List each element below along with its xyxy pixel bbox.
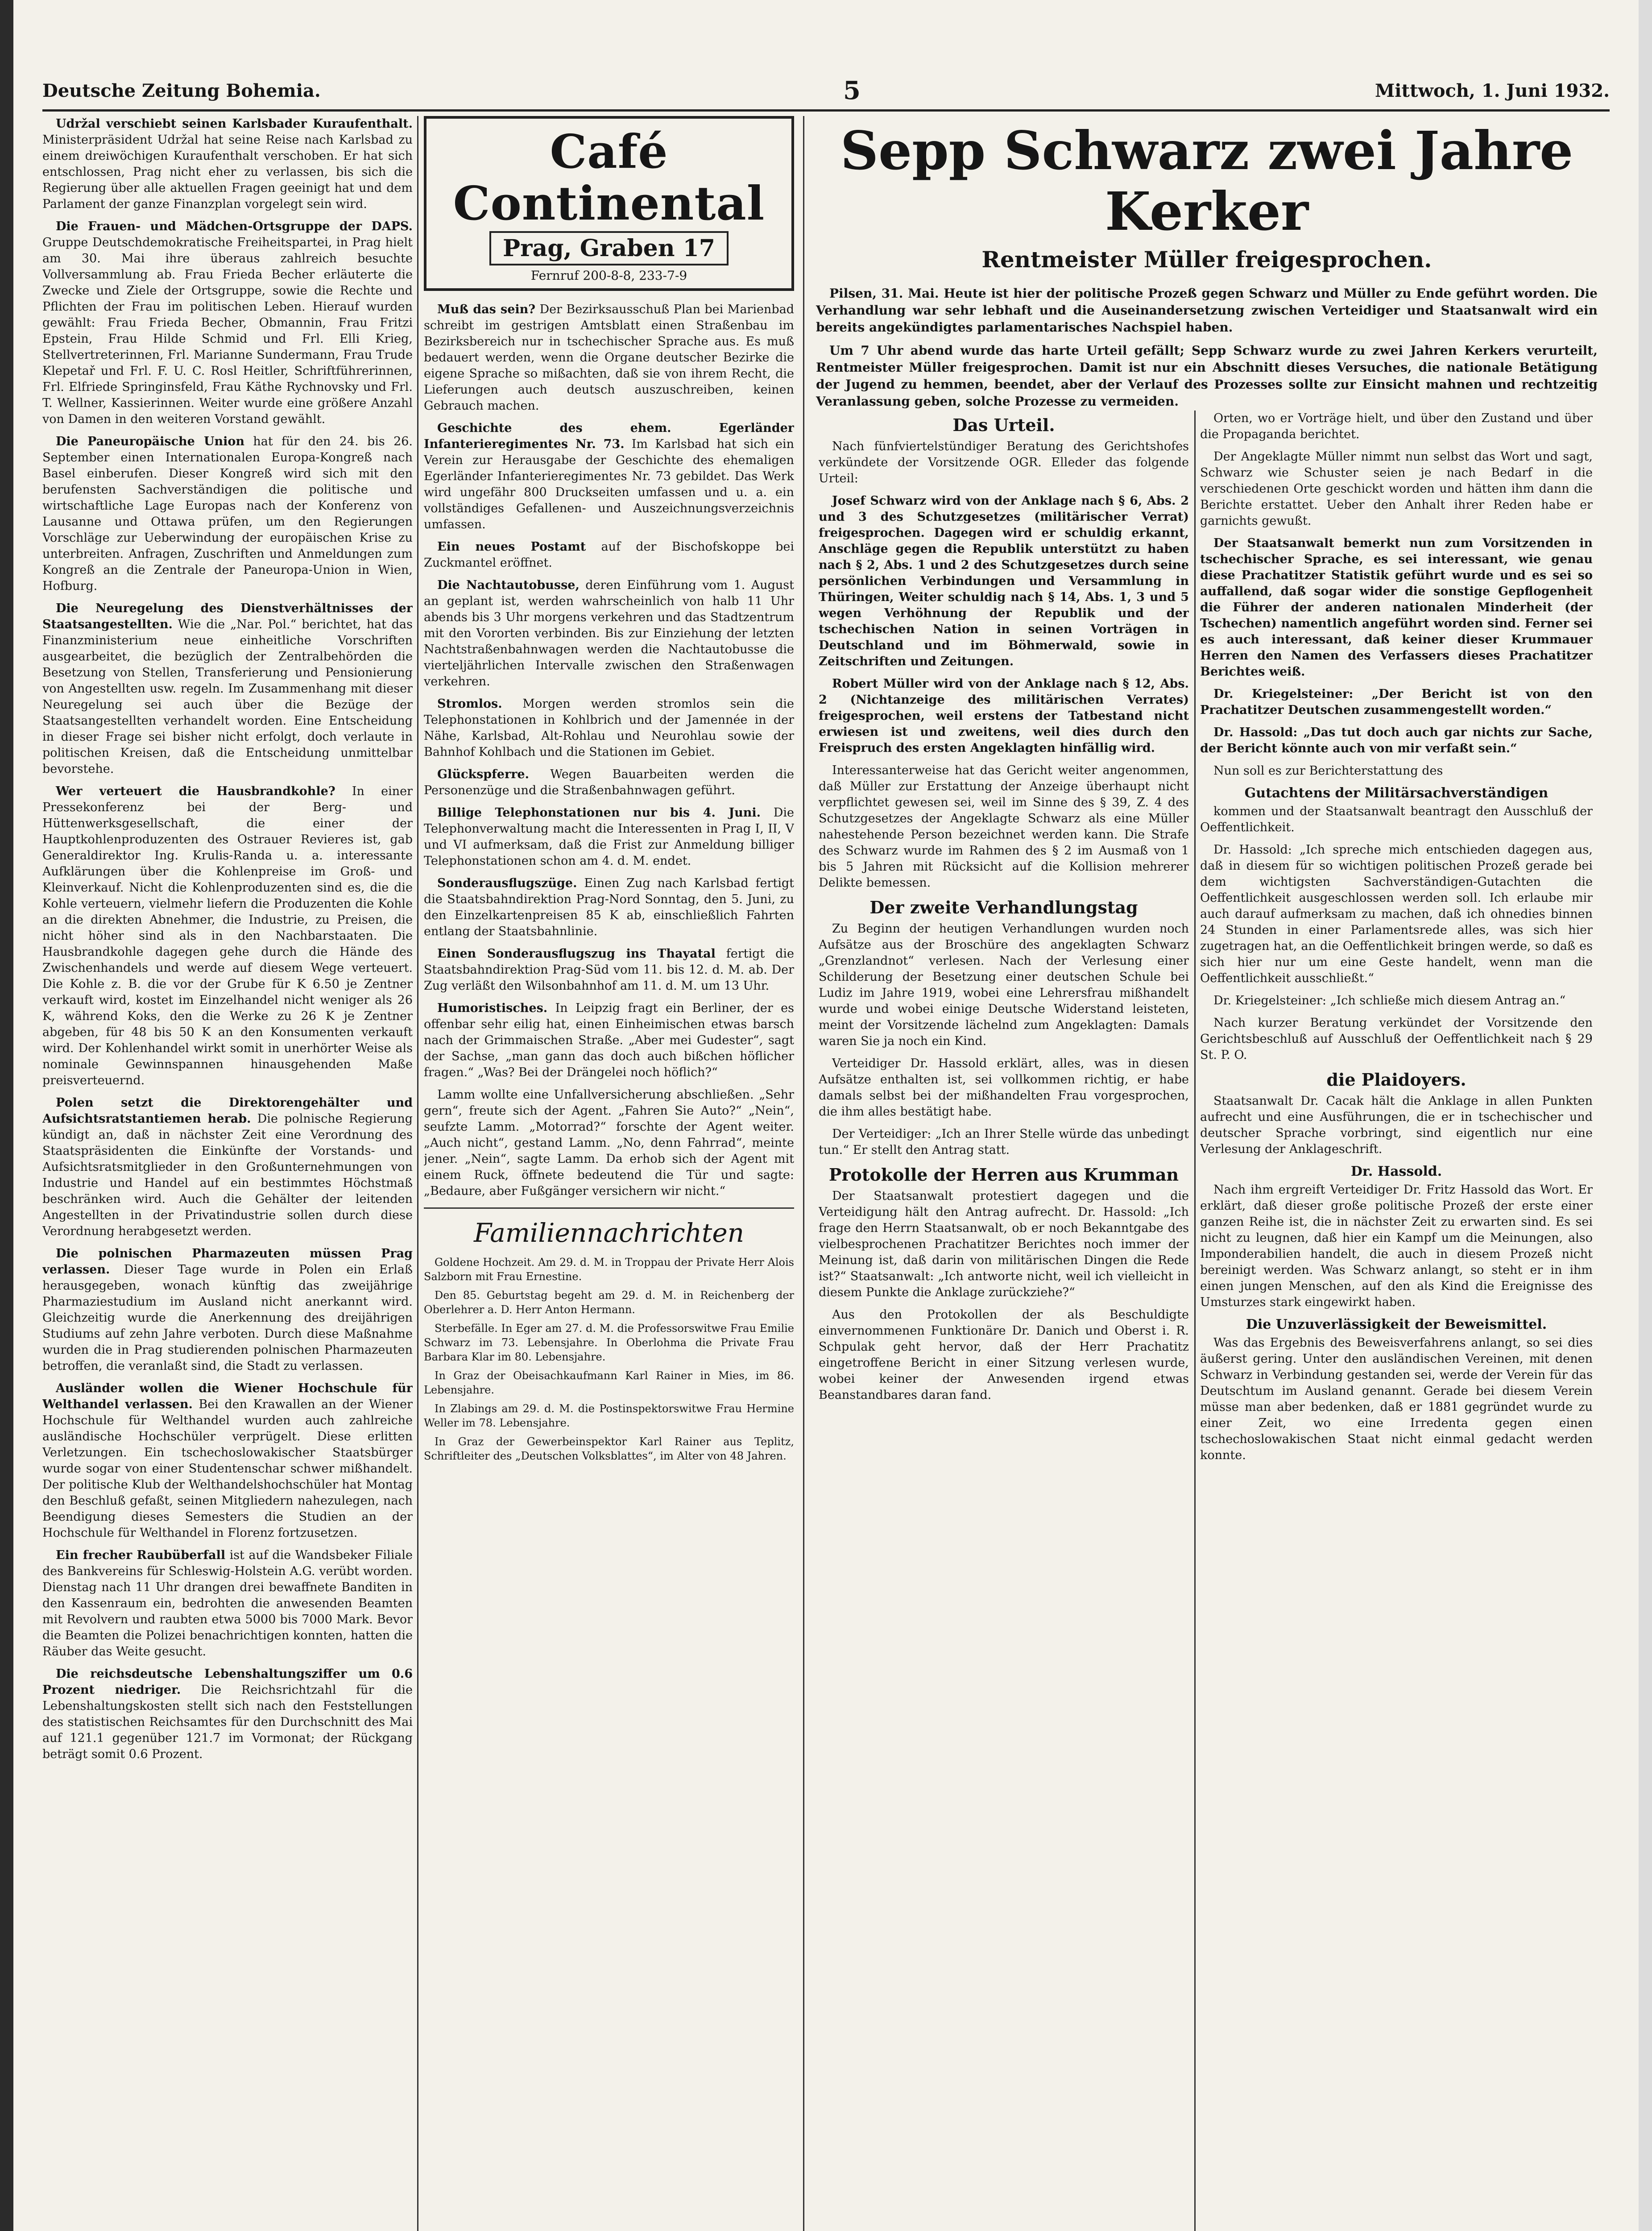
section-heading: Protokolle der Herren aus Krumman	[828, 1165, 1179, 1185]
article-paragraph	[42, 1246, 413, 1374]
article-paragraph	[42, 434, 413, 594]
article-paragraph	[424, 1000, 794, 1081]
main-headline: Sepp Schwarz zwei Jahre Kerker	[840, 120, 1573, 242]
cafe-advertisement	[424, 116, 794, 291]
article-text: auf der Bischofskoppe bei Zuckmantel eröffnet.	[424, 540, 794, 570]
article-text: Die polnische Regierung kündigt an, daß in nächster Zeit eine Verordnung des Staatspräsidenten die Einkünfte der Vorstands- und Aufsichtsratsmitglieder in den Großunternehmungen von Industrie und Handel auf ein bestimmtes Höchstmaß beschränken wird. Auch die Gehälter der leitenden Angestellten in der Privatindustrie sollen durch diese Verordnung herabgesetzt werden.	[42, 1112, 413, 1238]
family-notice: In Zlabings am 29. d. M. die Postinspektorswitwe Frau Hermine Weller im 78. Lebensjahre.	[424, 1402, 794, 1429]
lead-story-header	[810, 116, 1604, 411]
article-paragraph: Dr. Hassold: „Das tut doch auch gar nichts zur Sache, der Bericht könnte auch von mir verfaßt sein.“	[1200, 726, 1593, 755]
main-subheadline: Rentmeister Müller freigesprochen.	[981, 246, 1432, 273]
column-3	[819, 411, 1189, 2231]
article-text: Bei den Krawallen an der Wiener Hochschule für Welthandel wurden auch zahlreiche ausländische Hochschüler verprügelt. Diese erlitten Verletzungen. Ein tschechoslowakischer Staatsbürger wurde sogar von einer Studentenschar schwer mißhandelt. Der politische Klub der Welthandelshochschüler hat Montag den Beschluß gefaßt, seinen Mitgliedern nahezulegen, nach Beendigung dieses Semesters die Studien an der Hochschule für Welthandel in Florenz fortzusetzen.	[42, 1397, 413, 1540]
article-paragraph	[42, 601, 413, 777]
column-1	[42, 116, 413, 2231]
article-paragraph	[424, 805, 794, 869]
article-text: Wegen Bauarbeiten werden die Personenzüge und die Straßenbahnwagen geführt.	[424, 767, 794, 797]
article-text: Lamm wollte eine Unfallversicherung abschließen. „Sehr gern“, freute sich der Agent. „Fahren Sie Auto?“ „Nein“, seufzte Lamm. „Motorrad?“ forschte der Agent weiter. „Auch nicht“, gestand Lamm. „No, denn Fahrrad“, meinte jener. „Nein“, sagte Lamm. Da erhob sich der Agent mit einem Ruck, öffnete bedeutend die Tür und sagte: „Bedaure, aber Fußgänger versichern wir nicht.“	[424, 1088, 794, 1198]
article-heading: Polen setzt die Direktorengehälter und Aufsichtsratstantiemen herab.	[42, 1096, 413, 1126]
article-paragraph: Nach ihm ergreift Verteidiger Dr. Fritz Hassold das Wort. Er erklärt, daß dieser große politische Prozeß der erste einer ganzen Reihe ist, die in nächster Zeit zu erwarten sind. Es sei nicht zu leugnen, daß hier ein Kampf um die Meinungen, also Imponderabilien handelt, die auch in diesem Prozeß nicht bereinigt werden. Was Schwarz anlangt, so steht er in ihm einen jungen Menschen, auf den als Kind die Ereignisse des Umsturzes stark eingewirkt haben.	[1200, 1183, 1593, 1309]
article-paragraph: Robert Müller wird von der Anklage nach § 12, Abs. 2 (Nichtanzeige des militärischen Verrates) freigesprochen, weil erstens der Tatbestand nicht erwiesen ist und zweitens, weil dies durch den Freispruch des ersten Angeklagten hinfällig wird.	[819, 677, 1189, 755]
family-notice: Den 85. Geburtstag begeht am 29. d. M. in Reichenberg der Oberlehrer a. D. Herr Anton Hermann.	[424, 1289, 794, 1316]
article-text: Dieser Tage wurde in Polen ein Erlaß herausgegeben, wonach künftig das zweijährige Pharmaziestudium im Ausland nicht anerkannt wird. Gleichzeitig wurde die Anerkennung des dreijährigen Studiums auf zehn Jahre verboten. Durch diese Maßnahme wurden die in Prag studierenden polnischen Pharmazeuten betroffen, die veranlaßt sind, die Stadt zu verlassen.	[42, 1263, 413, 1373]
article-heading: Glückspferre.	[437, 767, 529, 781]
masthead-rule	[42, 109, 1610, 112]
article-paragraph	[424, 302, 794, 414]
article-paragraph	[424, 577, 794, 690]
article-text: Der Bezirksausschuß Plan bei Marienbad schreibt im gestrigen Amtsblatt einen Straßenbau im Bezirksbereich nur in tschechischer Sprache aus. Es muß bedauert werden, wenn die Organe deutscher Bezirke die eigene Sprache so mißachten, daß sie von ihrem Recht, die Lieferungen auch deutsch auszuschreiben, keinen Gebrauch machen.	[424, 303, 794, 413]
subsection-heading: Gutachtens der Militärsachverständigen	[1244, 785, 1548, 801]
lead-paragraph: Um 7 Uhr abend wurde das harte Urteil gefällt; Sepp Schwarz wurde zu zwei Jahren Kerkers verurteilt, Rentmeister Müller freigesprochen. Damit ist nur ein Abschnitt dieses Versuches, die nationale Betätigung der Jugend zu hemmen, beendet, aber der Verlauf des Prozesses sollte zur Einsicht mahnen und rechtzeitig Veranlassung geben, solche Prozesse zu vermeiden.	[816, 343, 1598, 409]
family-notice: In Graz der Gewerbeinspektor Karl Rainer aus Teplitz, Schriftleiter des „Deutschen Volksblattes“, im Alter von 48 Jahren.	[424, 1435, 794, 1462]
column-4	[1200, 411, 1593, 2231]
article-paragraph	[42, 1095, 413, 1240]
article-heading: Die polnischen Pharmazeuten müssen Prag verlassen.	[42, 1247, 413, 1277]
column-2-articles	[424, 302, 794, 1199]
article-text: ist auf die Wandsbeker Filiale des Bankvereins für Schleswig-Holstein A.G. verübt worden. Dienstag nach 11 Uhr drangen drei bewaffnete Banditen in den Kassenraum ein, bedrohten die anwesenden Beamten mit Revolvern und raubten etwa 5000 bis 7000 Mark. Bevor die Beamten die Polizei benachrichtigen konnten, hatten die Räuber das Weite gesucht.	[42, 1548, 413, 1659]
article-paragraph	[424, 696, 794, 760]
article-text: Die Telephonverwaltung macht die Interessenten in Prag I, II, V und VI aufmerksam, daß die Frist zur Anmeldung billiger Telephonstationen schon am 4. d. M. endet.	[424, 806, 794, 868]
scan-edge-left	[0, 0, 13, 2231]
article-paragraph	[42, 1381, 413, 1541]
article-paragraph	[424, 420, 794, 533]
article-heading: Die Neuregelung des Dienstverhältnisses der Staatsangestellten.	[42, 601, 413, 631]
section-heading: Der zweite Verhandlungstag	[869, 897, 1138, 917]
article-paragraph: Der Angeklagte Müller nimmt nun selbst das Wort und sagt, Schwarz wie Schuster seien je nach Bedarf in die verschiedenen Orte geschickt worden und hätten ihm dann die Berichte erstattet. Ueber den Anhalt ihrer Reden habe er garnichts gewußt.	[1200, 450, 1593, 528]
article-paragraph	[424, 539, 794, 571]
article-text: Gruppe Deutschdemokratische Freiheitspartei, in Prag hielt am 30. Mai ihre überaus zahlreich besuchte Vollversammlung ab. Frau Frieda Becher erläuterte die Zwecke und Ziele der Ortsgruppe, sowie die Rechte und Pflichten der Frau im politischen Leben. Hierauf wurden gewählt: Frau Frieda Becher, Obmannin, Frau Fritzi Epstein, Frau Hilde Schmid und Frl. Elli Krieg, Stellvertreterinnen, Frl. Marianne Sundermann, Frau Trude Klepetař und Frl. F. U. C. Rosl Heitler, Schriftführerinnen, Frl. Elfriede Springinsfeld, Frau Käthe Rychnovsky und Frl. T. Wellner, Kassierinnen. Weiter wurde eine größere Anzahl von Damen in den weiteren Vorstand gewählt.	[42, 236, 413, 426]
article-paragraph: Der Staatsanwalt bemerkt nun zum Vorsitzenden in tschechischer Sprache, es sei interessant, wie genau diese Prachatitzer Statistik geführt wurde und es sei so auffallend, daß sogar wider die sonstige Gepflogenheit die Führer der anderen nationalen Minderheit (der Tschechen) namentlich angeführt worden sind. Ferner sei es auch interessant, daß keiner dieser Krummauer Herren den Namen des Verfassers dieses Prachatitzer Berichtes weiß.	[1200, 536, 1593, 679]
paper-name: Deutsche Zeitung Bohemia.	[42, 80, 321, 101]
column-divider	[1194, 411, 1196, 2231]
column-2	[424, 116, 794, 2231]
article-text: Ministerpräsident Udržal hat seine Reise nach Karlsbad zu einem dreiwöchigen Kuraufenthalt verschoben. Er hat sich entschlossen, Prag nicht eher zu verlassen, bis sich die Regierung über alle aktuellen Fragen geeinigt hat und dem Parlament der ganze Finanzplan vorgelegt sein wird.	[42, 133, 413, 211]
article-text: Wie die „Nar. Pol.“ berichtet, hat das Finanzministerium neue einheitliche Vorschriften ausgearbeitet, die bezüglich der Zentralbehörden die Besetzung von Stellen, Transferierung und Pensionierung von Angestellten usw. regeln. Im Zusammenhang mit dieser Neuregelung sei auch über die Bezüge der Staatsangestellten verhandelt worden. Eine Entscheidung in dieser Frage sei bisher nicht erfolgt, doch verlaute in politischen Kreisen, daß die Entscheidung unmittelbar bevorstehe.	[42, 618, 413, 776]
section-heading: Das Urteil.	[952, 415, 1055, 435]
article-paragraph: Zu Beginn der heutigen Verhandlungen wurden noch Aufsätze aus der Broschüre des angeklagten Schwarz „Grenzlandnot“ verlesen. Nach der Verlesung einer Schilderung der Besetzung einer deutschen Schule bei Ludiz im Jahre 1919, wobei eine Lehrersfrau mißhandelt wurde und wobei einige Deutsche Widerstand leisteten, meint der Vorsitzende lächelnd zum Angeklagten: Damals waren Sie ja noch ein Kind.	[819, 922, 1189, 1048]
article-paragraph	[42, 1666, 413, 1762]
article-heading: Einen Sonderausflugszug ins Thayatal	[437, 947, 716, 961]
article-heading: Udržal verschiebt seinen Karlsbader Kuraufenthalt.	[56, 117, 413, 131]
family-notices	[424, 1255, 794, 1463]
article-text: Im Karlsbad hat sich ein Verein zur Herausgabe der Geschichte des ehemaligen Egerländer Infanterieregimentes Nr. 73 gebildet. Das Werk wird ungefähr 800 Druckseiten umfassen und u. a. ein vollständiges Gefallenen- und Auszeichnungsverzeichnis umfassen.	[424, 437, 794, 531]
article-paragraph	[424, 875, 794, 940]
article-paragraph: Dr. Hassold: „Ich spreche mich entschieden dagegen aus, daß in diesem für so wichtigen politischen Prozeß gerade bei dem wichtigsten Sachverständigen-Gutachten die Oeffentlichkeit ausgeschlossen werden soll. Ich erlaube mir auch darauf aufmerksam zu machen, daß ich ohnedies binnen 24 Stunden in einer Parlamentsrede alles, was sich hier zugetragen hat, an die Oeffentlichkeit bringen werde, so daß es sich hier nur um eine Geste handelt, wenn man die Oeffentlichkeit ausschließt.“	[1200, 843, 1593, 985]
issue-date: Mittwoch, 1. Juni 1932.	[1375, 80, 1610, 101]
article-text: deren Einführung vom 1. August an geplant ist, werden wahrscheinlich von halb 11 Uhr abends bis 3 Uhr morgens verkehren und das Stadtzentrum mit den Vororten verbinden. Bis zur Einziehung der letzten Nachtstraßenbahnwagen werden die Nachtautobusse die vierteljährlichen Intervalle zwischen den Straßenwagen verkehren.	[424, 578, 794, 688]
article-paragraph: Dr. Kriegelsteiner: „Ich schließe mich diesem Antrag an.“	[1213, 994, 1566, 1008]
page-number: 5	[843, 76, 861, 105]
article-paragraph: Der Verteidiger: „Ich an Ihrer Stelle würde das unbedingt tun.“ Er stellt den Antrag statt.	[819, 1127, 1189, 1157]
article-paragraph	[424, 1087, 794, 1199]
article-paragraph: Josef Schwarz wird von der Anklage nach § 6, Abs. 2 und 3 des Schutzgesetzes (militärischer Verrat) freigesprochen. Dagegen wird er schuldig erkannt, Anschläge gegen die Republik unterstützt zu haben nach § 2, Abs. 1 und 2 des Schutzgesetzes durch seine persönlichen Verbindungen und Versammlung in Thüringen, Weiter schuldig nach § 14, Abs. 1, 3 und 5 wegen Verhöhnung der Republik und der tschechischen Nation in seinen Vorträgen in Deutschland und im Böhmerwald, sowie in Zeitschriften und Zeitungen.	[819, 494, 1189, 668]
article-paragraph: Nach kurzer Beratung verkündet der Vorsitzende den Gerichtsbeschluß auf Ausschluß der Oeffentlichkeit nach § 29 St. P. O.	[1200, 1016, 1593, 1062]
article-heading: Muß das sein?	[437, 303, 536, 316]
article-paragraph: Orten, wo er Vorträge hielt, und über den Zustand und über die Propaganda berichtet.	[1200, 411, 1593, 441]
article-text: hat für den 24. bis 26. September einen Internationalen Europa-Kongreß nach Basel einberufen. Dieser Kongreß wird sich mit den berufensten Sachverständigen die politische und wirtschaftliche Lage Europas nach der Konferenz von Lausanne und Ottawa prüfen, um den Regierungen Vorschläge zur Ueberwindung der europäischen Krise zu unterbreiten. Anfragen, Zuschriften und Anmeldungen zum Kongreß an die Zentrale der Paneuropa-Union in Wien, Hofburg.	[42, 435, 413, 593]
article-heading: Die Frauen- und Mädchen-Ortsgruppe der DAPS.	[56, 220, 413, 233]
article-paragraph: Interessanterweise hat das Gericht weiter angenommen, daß Müller zur Erstattung der Anzeige überhaupt nicht verpflichtet gewesen sei, weil im Sinne des § 39, Z. 4 des Schutzgesetzes der Angeklagte Schwarz als eine Müller nahestehende Person bezeichnet werden kann. Die Strafe des Schwarz wurde im Rahmen des § 2 im Ausmaß von 1 bis 5 Jahren mit Rücksicht auf die Kollision mehrerer Delikte bemessen.	[819, 763, 1189, 890]
article-heading: Wer verteuert die Hausbrandkohle?	[56, 784, 335, 798]
article-paragraph	[42, 784, 413, 1089]
cafe-name: Café Continental	[453, 124, 765, 231]
family-notice: In Graz der Obeisachkaufmann Karl Rainer in Mies, im 86. Lebensjahre.	[424, 1369, 794, 1396]
column-divider	[803, 116, 804, 2231]
article-paragraph	[42, 116, 413, 212]
article-heading: Ausländer wollen die Wiener Hochschule für Welthandel verlassen.	[42, 1381, 413, 1411]
article-paragraph	[42, 1547, 413, 1660]
article-paragraph: Staatsanwalt Dr. Cacak hält die Anklage in allen Punkten aufrecht und eine Ausführungen, die er in tschechischer und deutscher Sprache vorbringt, sind eigentlich nur eine Verlesung der Anklageschrift.	[1200, 1094, 1593, 1156]
family-notice: Goldene Hochzeit. Am 29. d. M. in Troppau der Private Herr Alois Salzborn mit Frau Ernestine.	[424, 1256, 794, 1283]
article-text: In einer Pressekonferenz bei der Berg- und Hüttenwerksgesellschaft, die einer der Hauptkohlenproduzenten des Ostrauer Revieres ist, gab Generaldirektor Ing. Krulis-Randa u. a. interessante Aufklärungen über die Kohlenpreise im Groß- und Kleinverkauf. Nicht die Kohlenproduzenten sind es, die die Kohle verteuern, vielmehr liefern die Produzenten die Kohle an die direkten Abnehmer, die Industrie, zu Preisen, die nicht höher sind als in den Nachbarstaaten. Die Hausbrandkohle dagegen gehe durch die Hände des Zwischenhandels und werde auf diesem Wege verteuert. Die Kohle z. B. die vor der Grube für K 6.50 je Zentner verkauft wird, kostet im Einzelhandel nicht weniger als 26 K, während Koks, den die Werke zu 26 K je Zentner abgeben, für 48 bis 50 K an den Konsumenten verkauft wird. Der Kohlenhandel wirkt somit in unerhörter Weise als nominale Gewinnspannen hinausgehenden Maße preisverteuernd.	[42, 784, 413, 1087]
article-heading: Die reichsdeutsche Lebenshaltungsziffer um 0.6 Prozent niedriger.	[42, 1667, 413, 1697]
column-divider	[417, 116, 418, 2231]
article-paragraph: Was das Ergebnis des Beweisverfahrens anlangt, so sei dies äußerst gering. Unter den ausländischen Vereinen, mit denen Schwarz in Verbindung gestanden sei, werde der Verein für das Deutschtum im Ausland genannt. Gerade bei diesem Verein müsse man aber bedenken, daß er 1881 gegründet wurde zu einer Zeit, wo eine Irredenta gegen einen tschechoslowakischen Staat nicht einmal gedacht werden konnte.	[1200, 1336, 1593, 1462]
section-rule	[424, 1207, 794, 1209]
article-heading: Humoristisches.	[437, 1001, 548, 1015]
article-text: In Leipzig fragt ein Berliner, der es offenbar sehr eilig hat, einen Einheimischen etwas barsch nach der Grimmaischen Straße. „Aber mei Gudester“, sagt der Sachse, „man gann das doch auch bißchen höflicher fragen.“ „Was? Bei der Drängelei noch höflich?“	[424, 1001, 794, 1079]
article-heading: Ein neues Postamt	[437, 540, 586, 554]
family-notices-title: Familiennachrichten	[473, 1218, 745, 1248]
article-paragraph	[424, 946, 794, 994]
section-heading: die Plaidoyers.	[1326, 1070, 1466, 1090]
article-paragraph	[42, 219, 413, 427]
article-heading: Sonderausflugszüge.	[437, 876, 577, 890]
article-heading: Billige Telephonstationen nur bis 4. Juni.	[437, 806, 761, 820]
article-paragraph: Nach fünfviertelstündiger Beratung des Gerichtshofes verkündete der Vorsitzende OGR. Elleder das folgende Urteil:	[819, 440, 1189, 485]
article-paragraph: Der Staatsanwalt protestiert dagegen und die Verteidigung hält den Antrag aufrecht. Dr. Hassold: „Ich frage den Herrn Staatsanwalt, ob er noch Bekanntgabe des vielbesprochenen Prachatitzer Berichtes noch immer der Meinung ist, daß darin von militärischen Dingen die Rede ist?“ Staatsanwalt: „Ich antworte nicht, weil ich vielleicht in diesem Punkte die Anklage zurückziehe?“	[819, 1189, 1189, 1299]
article-paragraph: Dr. Kriegelsteiner: „Der Bericht ist von den Prachatitzer Deutschen zusammengestellt worden.“	[1200, 687, 1593, 717]
cafe-phone: Fernruf 200-8-8, 233-7-9	[530, 268, 687, 283]
article-paragraph: Verteidiger Dr. Hassold erklärt, alles, was in diesen Aufsätze enthalten ist, sei vollkommen richtig, er habe damals selbst bei der mißhandelten Frau vorgesprochen, die ihm alles bestätigt habe.	[819, 1057, 1189, 1119]
cafe-address: Prag, Graben 17	[489, 231, 729, 265]
article-text: Die Reichsrichtzahl für die Lebenshaltungskosten stellt sich nach den Feststellungen des statistischen Reichsamtes für den Durchschnitt des Mai auf 121.1 gegenüber 121.7 im Vormonat; der Rückgang beträgt somit 0.6 Prozent.	[42, 1683, 413, 1761]
article-paragraph: kommen und der Staatsanwalt beantragt den Ausschluß der Oeffentlichkeit.	[1200, 804, 1593, 834]
subsection-heading: Dr. Hassold.	[1350, 1164, 1442, 1179]
scan-edge-right	[1639, 0, 1652, 2231]
masthead	[42, 76, 1610, 107]
lead-paragraph: Pilsen, 31. Mai. Heute ist hier der politische Prozeß gegen Schwarz und Müller zu Ende geführt worden. Die Verhandlung war sehr lebhaft und die Auseinandersetzung zwischen Verteidiger und Staatsanwalt wird ein bereits angekündigtes parlamentarisches Nachspiel haben.	[816, 286, 1598, 335]
article-heading: Die Paneuropäische Union	[56, 435, 245, 448]
article-text: Einen Zug nach Karlsbad fertigt die Staatsbahndirektion Prag-Nord Sonntag, den 5. Juni, zu den Einzelkartenpreisen 85 K ab, einschließlich Fahrten entlang der Staatsbahnlinie.	[424, 876, 794, 938]
subsection-heading: Die Unzuverlässigkeit der Beweismittel.	[1246, 1317, 1547, 1332]
article-paragraph: Nun soll es zur Berichterstattung des	[1213, 764, 1443, 778]
article-heading: Geschichte des ehem. Egerländer Infanterieregimentes Nr. 73.	[424, 421, 794, 451]
article-text: fertigt die Staatsbahndirektion Prag-Süd vom 11. bis 12. d. M. ab. Der Zug verläßt den Wilsonbahnhof am 11. d. M. um 13 Uhr.	[424, 947, 794, 993]
article-heading: Die Nachtautobusse,	[437, 578, 580, 592]
article-paragraph: Aus den Protokollen der als Beschuldigte einvernommenen Funktionäre Dr. Danich und Oberst i. R. Schpulak geht hervor, daß der Herr Prachatitz eingetroffene Bericht in einer Sitzung verlesen wurde, wobei keiner der Anwesenden irgend etwas Beanstandbares daran fand.	[819, 1308, 1189, 1402]
article-paragraph	[424, 767, 794, 799]
article-heading: Stromlos.	[437, 697, 502, 711]
article-text: Morgen werden stromlos sein die Telephonstationen in Kohlbrich und der Jamennée in der Nähe, Karlsbad, Alt-Rohlau und Neurohlau sowie der Bahnhof Kohlbach und die Stationen im Gebiet.	[424, 697, 794, 759]
article-heading: Ein frecher Raubüberfall	[56, 1548, 226, 1562]
family-notice: Sterbefälle. In Eger am 27. d. M. die Professorswitwe Frau Emilie Schwarz im 73. Lebensjahre. In Oberlohma die Private Frau Barbara Klar im 80. Lebensjahre.	[424, 1322, 794, 1363]
